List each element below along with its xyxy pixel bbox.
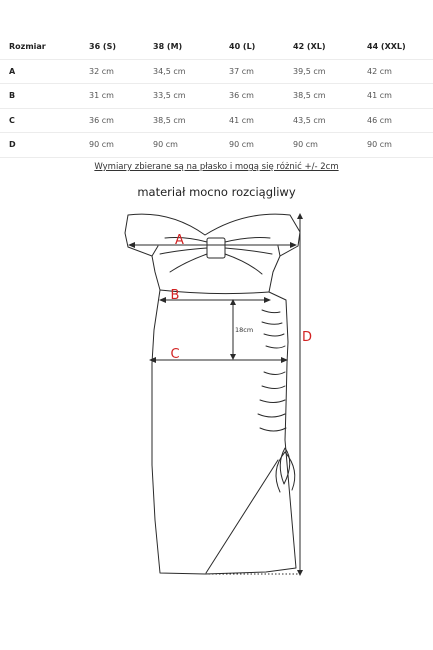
table-cell: 43,5 cm [293,108,367,133]
table-cell: 31 cm [89,84,153,109]
label-b: B [170,288,180,303]
arrowhead [297,570,303,576]
gather-line [170,254,207,272]
header-42xl: 42 (XL) [293,35,367,59]
table-cell: 90 cm [293,133,367,158]
slit-line [206,460,278,573]
row-label: A [0,59,89,84]
gather-line [225,238,270,243]
material-note: materiał mocno rozciągliwy [137,185,296,199]
arrowhead [159,297,166,303]
ruching-line [262,386,285,389]
ruching-line [258,414,285,417]
table-cell: 34,5 cm [153,59,229,84]
label-d: D [301,330,313,345]
header-40l: 40 (L) [229,35,293,59]
sleeve-line [152,246,158,256]
table-cell: 90 cm [89,133,153,158]
ruching-line [264,372,285,375]
table-cell: 38,5 cm [293,84,367,109]
table-cell: 39,5 cm [293,59,367,84]
table-cell: 38,5 cm [153,108,229,133]
table-cell: 36 cm [89,108,153,133]
sleeve-line [278,246,280,256]
table-cell: 36 cm [229,84,293,109]
header-size: Rozmiar [0,35,89,59]
table-cell: 42 cm [367,59,433,84]
ruching-line [266,346,285,348]
table-cell: 90 cm [153,133,229,158]
table-cell: 33,5 cm [153,84,229,109]
table-cell: 41 cm [229,108,293,133]
ruching-line [262,310,280,313]
ruching-line [260,428,286,431]
table-cell: 46 cm [367,108,433,133]
row-label: D [0,133,89,158]
arrowhead [230,354,236,360]
gather-line [225,248,272,254]
table-cell: 41 cm [367,84,433,109]
label-a: A [175,233,184,248]
row-label: C [0,108,89,133]
table-cell: 37 cm [229,59,293,84]
ruching-line [262,322,282,324]
ruching-line [260,400,285,403]
header-36s: 36 (S) [89,35,153,59]
header-38m: 38 (M) [153,35,229,59]
table-cell: 90 cm [229,133,293,158]
arrowhead [297,213,303,219]
label-c: C [170,347,180,362]
gather-line [225,254,262,274]
dress-outline [125,214,300,574]
gather-line [165,238,207,243]
table-cell: 90 cm [367,133,433,158]
front-knot [207,238,225,258]
row-label: B [0,84,89,109]
arrowhead [264,297,271,303]
ruching-line [264,334,284,336]
gather-line [160,248,207,254]
label-18cm: 18cm [235,326,254,334]
table-cell: 32 cm [89,59,153,84]
header-44xxl: 44 (XXL) [367,35,433,59]
measurement-note: Wymiary zbierane są na płasko i mogą się różnić +/- 2cm [94,162,339,172]
